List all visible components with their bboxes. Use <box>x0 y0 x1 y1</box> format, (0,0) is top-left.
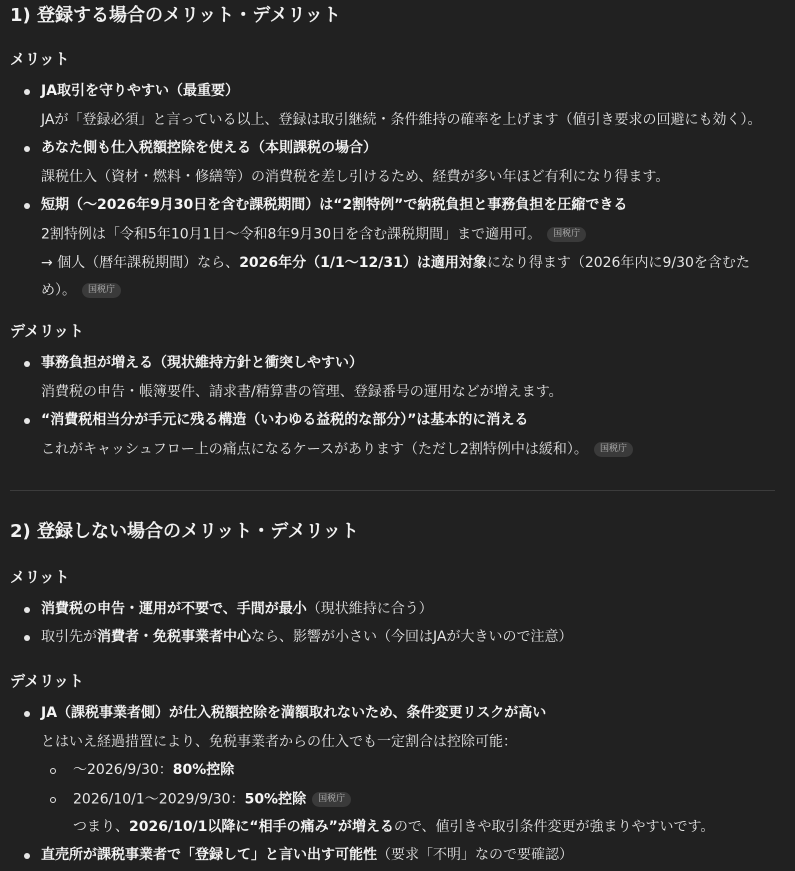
s2-merit2-pre: 取引先が <box>41 629 97 645</box>
s2-merit1 <box>41 602 433 616</box>
bullet <box>24 146 30 152</box>
demerit2-desc-text: これがキャッシュフロー上の痛点になるケースがあります（ただし2割特例中は緩和）。 <box>41 441 588 458</box>
bullet <box>24 853 30 859</box>
bullet <box>24 635 30 641</box>
source-badge[interactable]: 国税庁 <box>594 442 633 457</box>
bullet <box>24 607 30 613</box>
merit3-desc-text: 2割特例は「令和5年10月1日〜令和8年9月30日を含む課税期間」まで適用可。 <box>41 226 542 243</box>
sub-item-1-pre: 〜2026/9/30： <box>73 762 173 778</box>
merit3-desc2-bold: 2026年分（1/1〜12/31）は適用対象 <box>239 255 487 271</box>
source-badge[interactable]: 国税庁 <box>547 227 586 242</box>
merit3-desc2-part: → 個人（暦年課税期間）なら、 <box>41 255 240 271</box>
s2-merit2-bold: 消費者・免税事業者中心 <box>97 629 251 645</box>
section2-merit-heading: メリット <box>10 568 70 586</box>
s2-demerit1-title: JA（課税事業者側）が仕入税額控除を満額取れないため、条件変更リスクが高い <box>41 705 547 721</box>
merit3-desc3 <box>41 283 121 298</box>
source-badge[interactable]: 国税庁 <box>312 792 351 807</box>
s2-merit2-rest: なら、影響が小さい（今回はJAが大きいので注意） <box>251 629 573 645</box>
demerit1-desc: 消費税の申告・帳簿要件、請求書/精算書の管理、登録番号の運用などが増えます。 <box>41 384 563 400</box>
merit3-desc2 <box>41 256 750 270</box>
sub-item-1-bold: 80%控除 <box>172 762 235 778</box>
source-badge[interactable]: 国税庁 <box>82 283 121 298</box>
section2-demerit-heading: デメリット <box>10 672 84 690</box>
bullet <box>24 361 30 367</box>
merit3-title: 短期（〜2026年9月30日を含む課税期間）は“2割特例”で納税負担と事務負担を圧縮できる <box>41 197 628 213</box>
sub-item-1 <box>73 763 234 777</box>
demerit1-title: 事務負担が増える（現状維持方針と衝突しやすい） <box>41 355 363 371</box>
s2-demerit2-bold: 直売所が課税事業者で「登録して」と言い出す可能性 <box>41 847 377 863</box>
s2-merit1-bold: 消費税の申告・運用が不要で、手間が最小 <box>41 601 307 617</box>
sub-bullet <box>50 768 56 774</box>
merit3-desc2-part: になり得ます（2026年内に9/30を含むた <box>486 255 750 271</box>
bullet <box>24 89 30 95</box>
sub-bullet <box>50 797 56 803</box>
merit2-desc: 課税仕入（資材・燃料・修繕等）の消費税を差し引けるため、経費が多い年ほど有利になり得ます。 <box>41 169 670 185</box>
s2-demerit1-note <box>73 820 714 834</box>
bullet <box>24 418 30 424</box>
section2-title: 2) 登録しない場合のメリット・デメリット <box>10 521 359 542</box>
demerit2-title: “消費税相当分が手元に残る構造（いわゆる益税的な部分）”は基本的に消える <box>41 412 529 428</box>
merit3-desc3-text: め）。 <box>41 282 76 299</box>
merit3-desc <box>41 227 586 242</box>
sub-item-2 <box>73 792 351 807</box>
s2-demerit1-desc: とはいえ経過措置により、免税事業者からの仕入でも一定割合は控除可能： <box>41 734 517 750</box>
demerit2-desc <box>41 442 633 457</box>
s2-demerit2-rest: （要求「不明」なので要確認） <box>377 847 573 863</box>
bullet <box>24 203 30 209</box>
s2-demerit2 <box>41 848 573 862</box>
s2-merit1-rest: （現状維持に合う） <box>306 601 433 617</box>
section1-title: 1) 登録する場合のメリット・デメリット <box>10 5 341 26</box>
merit1-title: JA取引を守りやすい（最重要） <box>41 83 240 99</box>
bullet <box>24 711 30 717</box>
section-divider <box>10 490 775 491</box>
note-part: ので、値引きや取引条件変更が強まりやすいです。 <box>393 819 715 835</box>
sub-item-2-bold: 50%控除 <box>244 791 307 808</box>
note-bold: 2026/10/1以降に“相手の痛み”が増える <box>129 819 394 835</box>
sub-item-2-pre: 2026/10/1〜2029/9/30： <box>73 791 245 808</box>
s2-merit2 <box>41 630 572 644</box>
merit1-desc: JAが「登録必須」と言っている以上、登録は取引継続・条件維持の確率を上げます（値引き要求の回避にも効く）。 <box>41 112 762 128</box>
merit2-title: あなた側も仕入税額控除を使える（本則課税の場合） <box>41 140 377 156</box>
section1-demerit-heading: デメリット <box>10 322 84 340</box>
section1-merit-heading: メリット <box>10 50 70 68</box>
note-part: つまり、 <box>73 819 129 835</box>
